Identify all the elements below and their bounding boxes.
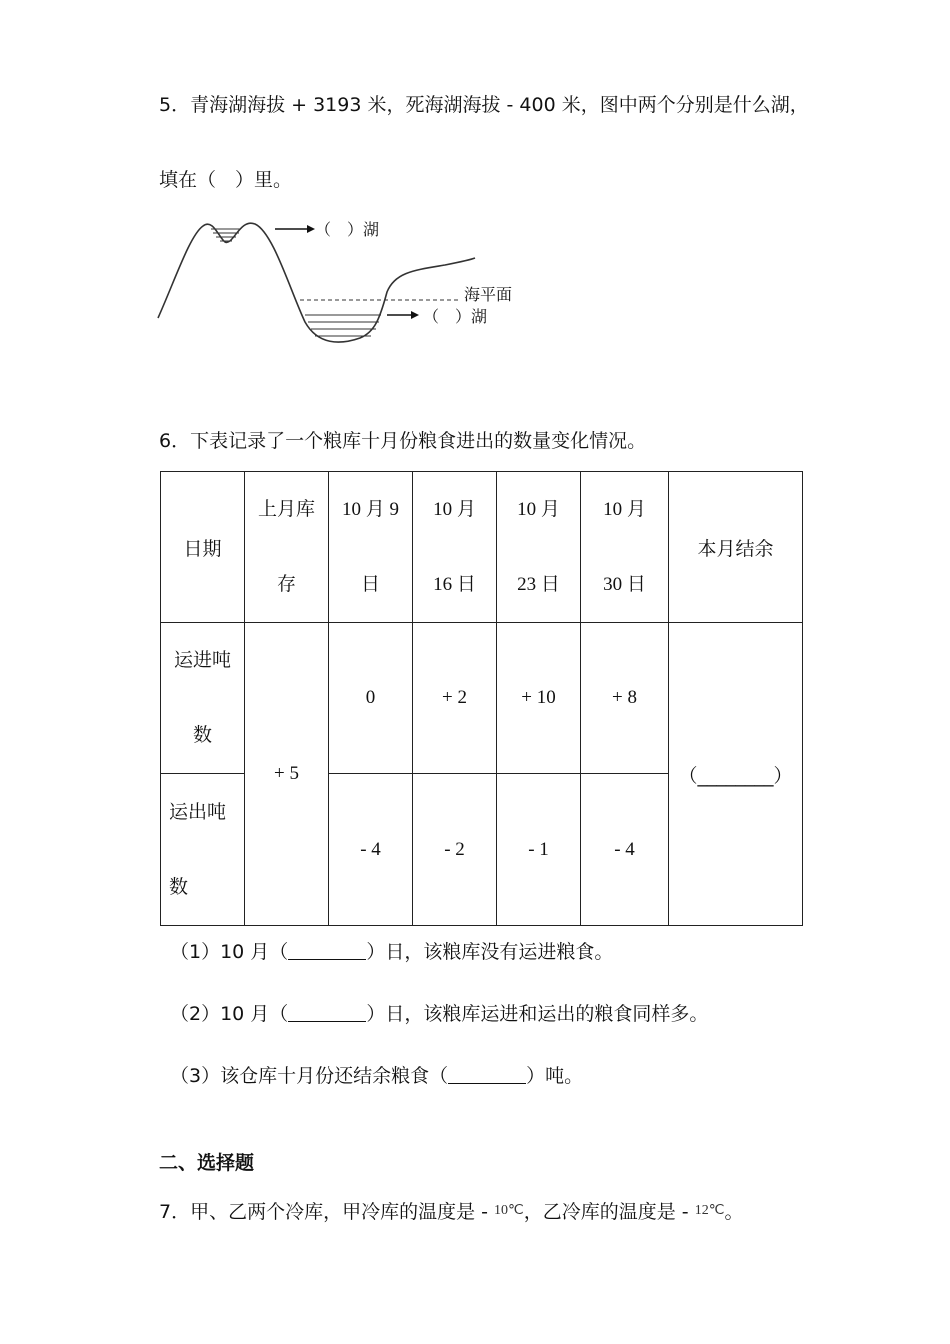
header-month-balance: 本月结余 bbox=[669, 472, 803, 623]
header-date: 日期 bbox=[161, 472, 245, 623]
answer-blank-1[interactable] bbox=[288, 943, 366, 960]
in-value-oct-30: + 8 bbox=[581, 623, 669, 774]
in-value-oct-23: + 10 bbox=[497, 623, 581, 774]
question-5-line2: 填在（ ）里。 bbox=[159, 169, 293, 191]
arrow-right-icon bbox=[411, 311, 419, 319]
arrow-right-icon bbox=[307, 225, 315, 233]
sub-question-3: （3）该仓库十月份还结余粮食（ ）吨。 bbox=[170, 1065, 584, 1087]
section-title: 二、选择题 bbox=[159, 1152, 255, 1174]
header-oct-23: 10 月 23 日 bbox=[497, 472, 581, 623]
sea-level-label: 海平面 bbox=[464, 285, 513, 304]
header-oct-30: 10 月 30 日 bbox=[581, 472, 669, 623]
out-value-oct-30: - 4 bbox=[581, 774, 669, 926]
header-oct-9: 10 月 9 日 bbox=[329, 472, 413, 623]
in-value-oct-9: 0 bbox=[329, 623, 413, 774]
upper-lake-label: （ ）湖 bbox=[315, 220, 380, 239]
out-value-oct-23: - 1 bbox=[497, 774, 581, 926]
out-value-oct-9: - 4 bbox=[329, 774, 413, 926]
row-in-label: 运进吨 数 bbox=[161, 623, 245, 774]
last-month-stock-value: + 5 bbox=[245, 623, 329, 926]
header-oct-16: 10 月 16 日 bbox=[413, 472, 497, 623]
sub-question-2: （2）10 月（ ）日，该粮库运进和运出的粮食同样多。 bbox=[170, 1003, 709, 1025]
month-balance-blank: （________） bbox=[669, 623, 803, 926]
temp-b: 12℃ bbox=[694, 1203, 725, 1218]
question-5-line1: 5．青海湖海拔 + 3193 米，死海湖海拔 - 400 米，图中两个分别是什么湖， bbox=[159, 94, 809, 116]
question-7: 7．甲、乙两个冷库，甲冷库的温度是 - $^{10℃}$，乙冷库的温度是 - $^{12℃}$。 bbox=[159, 1201, 744, 1223]
grain-table bbox=[160, 471, 803, 926]
out-value-oct-16: - 2 bbox=[413, 774, 497, 926]
header-last-month-stock: 上月库 存 bbox=[245, 472, 329, 623]
temp-a: 10℃ bbox=[494, 1203, 524, 1218]
row-out-label: 运出吨 数 bbox=[161, 774, 245, 926]
lower-lake-label: （ ）湖 bbox=[423, 307, 488, 326]
sub-question-1: （1）10 月（ ）日，该粮库没有运进粮食。 bbox=[170, 941, 614, 963]
lake-elevation-diagram bbox=[155, 210, 535, 355]
answer-blank-2[interactable] bbox=[288, 1005, 366, 1022]
answer-blank-3[interactable] bbox=[448, 1067, 526, 1084]
question-6-title: 6．下表记录了一个粮库十月份粮食进出的数量变化情况。 bbox=[159, 430, 647, 452]
in-value-oct-16: + 2 bbox=[413, 623, 497, 774]
